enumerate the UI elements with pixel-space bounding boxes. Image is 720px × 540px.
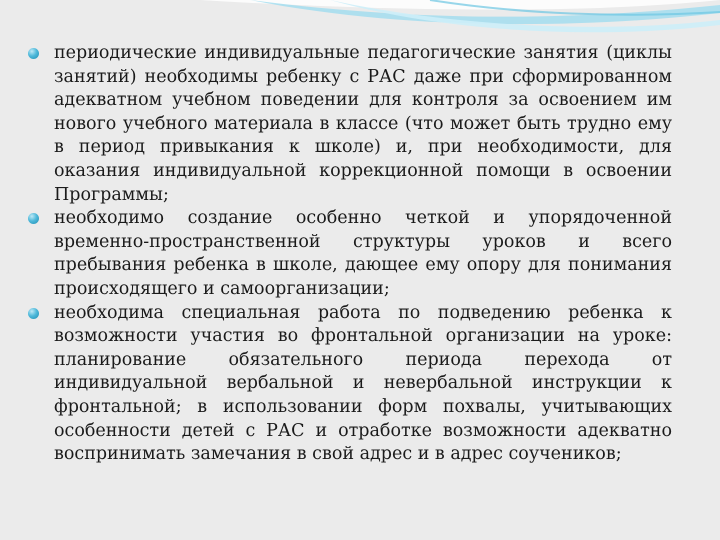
bullet-list [24,42,672,467]
bullet-text: необходимо создание особенно четкой и упорядоченной временно-пространственной структуры уроков и всего пребывания ребенка в школе, дающее ему опору для понимания происходящего и самоорганизации; [54,208,672,299]
bullet-text: периодические индивидуальные педагогические занятия (циклы занятий) необходимы ребенку с РАС даже при сформированном адекватном учебном поведении для контроля за освоением им нового учебного материала в классе (что может быть трудно ему в период привыкания к школе) и, при необходимости, для оказания индивидуальной коррекционной помощи в освоении Программы; [54,43,672,205]
bullet-item [24,42,672,207]
slide-body [24,42,672,467]
bullet-item [24,207,672,301]
bullet-text: необходима специальная работа по подведению ребенка к возможности участия во фронтальной организации на уроке: планирование обязательного периода перехода от индивидуальной вербальной и невербальной инструкции к фронтальной; в использовании форм похвалы, учитывающих особенности детей с РАС и отработке возможности адекватно воспринимать замечания в свой адрес и в адрес соучеников; [54,302,672,465]
bullet-dot-icon [28,213,39,224]
bullet-dot-icon [28,48,39,59]
bullet-item [24,302,672,467]
bullet-dot-icon [28,308,39,319]
